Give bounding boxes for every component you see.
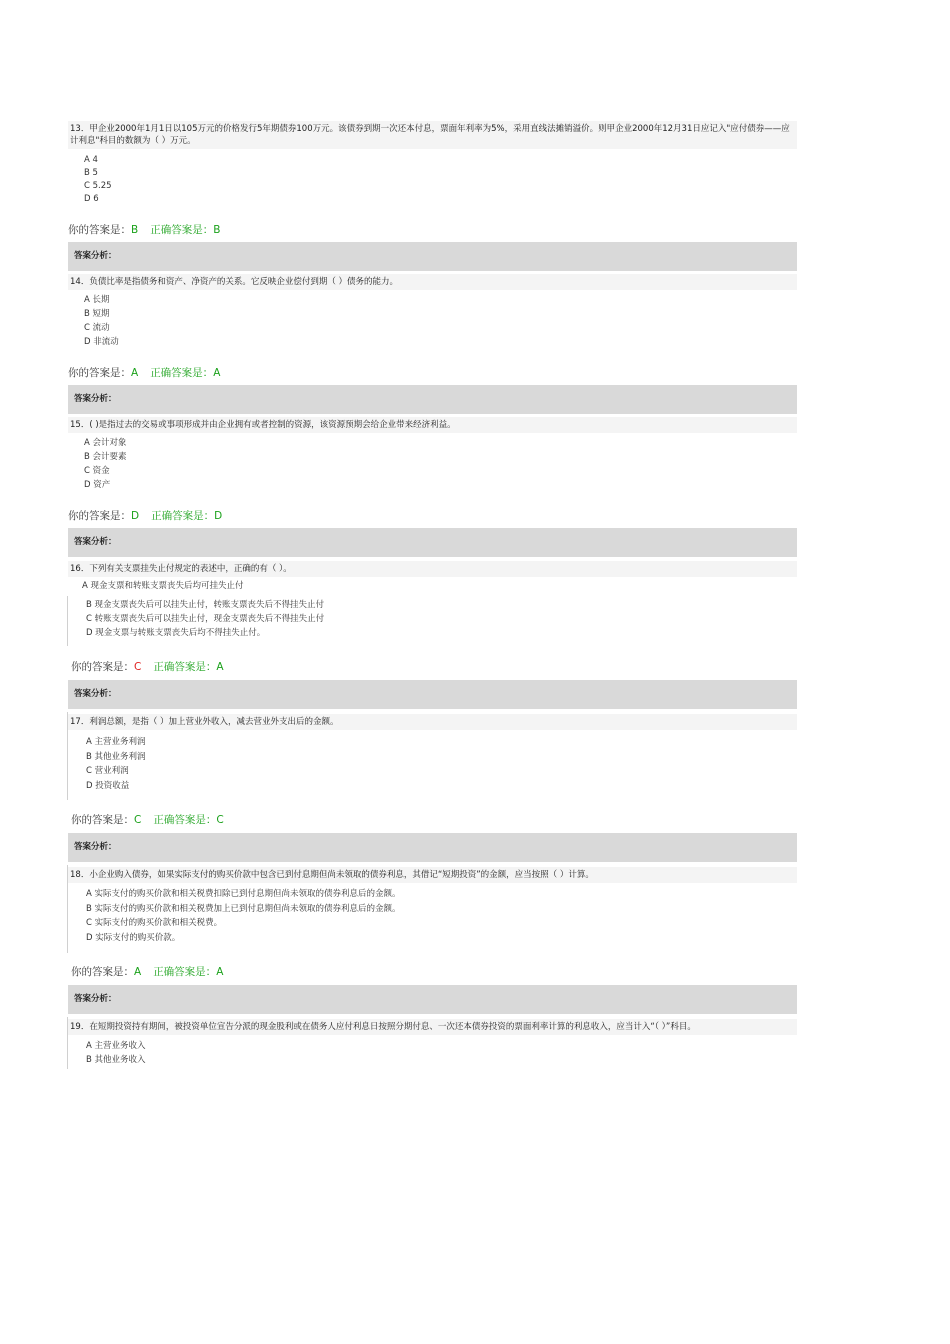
answer-line xyxy=(71,965,223,979)
your-answer-label: 你的答案是： xyxy=(71,966,134,978)
option: B 5 xyxy=(84,168,98,178)
answer-analysis-bar: 答案分析： xyxy=(68,985,797,1014)
option: A 现金支票和转账支票丧失后均可挂失止付 xyxy=(82,581,244,591)
correct-answer-label: 正确答案是： xyxy=(153,966,217,978)
option: C 流动 xyxy=(84,323,110,333)
answer-line xyxy=(68,366,220,380)
answer-line xyxy=(71,660,224,674)
correct-answer-value: C xyxy=(216,814,224,826)
your-answer-label: 你的答案是： xyxy=(71,661,134,673)
question-text: 14．负债比率是指债务和资产、净资产的关系。它反映企业偿付到期（ ）债务的能力。 xyxy=(68,274,797,290)
correct-answer-label: 正确答案是： xyxy=(153,814,217,826)
your-answer-label: 你的答案是： xyxy=(71,814,134,826)
your-answer-label: 你的答案是： xyxy=(68,367,131,379)
answer-analysis-bar: 答案分析： xyxy=(68,680,797,709)
option: D 非流动 xyxy=(84,337,119,347)
option: D 投资收益 xyxy=(86,781,130,791)
answer-line xyxy=(68,509,222,523)
option: C 营业利润 xyxy=(86,766,129,776)
answer-analysis-bar: 答案分析： xyxy=(68,385,797,414)
option: B 其他业务收入 xyxy=(86,1055,146,1065)
option: D 资产 xyxy=(84,480,111,490)
question-text: 16．下列有关支票挂失止付规定的表述中，正确的有（ ）。 xyxy=(68,561,797,577)
answer-line xyxy=(71,813,224,827)
your-answer-value: D xyxy=(131,510,140,522)
question-text: 13．甲企业2000年1月1日以105万元的价格发行5年期债券100万元。该债券到期一次还本付息，票面年利率为5%，采用直线法摊销溢价。则甲企业2000年12月31日应记入"应付债券——应计利息"科目的数额为（ ）万元。 xyxy=(68,121,797,149)
correct-answer-value: A xyxy=(213,367,221,379)
option: D 现金支票与转账支票丧失后均不得挂失止付。 xyxy=(86,628,266,638)
your-answer-value: A xyxy=(134,966,142,978)
option: C 5.25 xyxy=(84,181,112,191)
question-text: 17．利润总额，是指（ ）加上营业外收入，减去营业外支出后的金额。 xyxy=(68,714,797,730)
correct-answer-label: 正确答案是： xyxy=(150,224,214,236)
option: B 其他业务利润 xyxy=(86,752,146,762)
correct-answer-value: D xyxy=(214,510,223,522)
correct-answer-value: A xyxy=(216,661,224,673)
your-answer-value: C xyxy=(134,661,142,673)
your-answer-label: 你的答案是： xyxy=(68,224,131,236)
option: B 实际支付的购买价款和相关税费加上已到付息期但尚未领取的债券利息后的金额。 xyxy=(86,904,401,914)
question-text: 18．小企业购入债券，如果实际支付的购买价款中包含已到付息期但尚未领取的债券利息，其借记“短期投资”的金额，应当按照（ ）计算。 xyxy=(68,867,797,883)
your-answer-value: C xyxy=(134,814,142,826)
option: A 长期 xyxy=(84,295,110,305)
option: C 实际支付的购买价款和相关税费。 xyxy=(86,918,223,928)
question-text: 19．在短期投资持有期间，被投资单位宣告分派的现金股利或在债务人应付利息日按照分期付息、一次还本债券投资的票面利率计算的利息收入，应当计入“（ ）”科目。 xyxy=(68,1019,797,1035)
option: B 短期 xyxy=(84,309,110,319)
option: A 实际支付的购买价款和相关税费扣除已到付息期但尚未领取的债券利息后的金额。 xyxy=(86,889,401,899)
answer-analysis-bar: 答案分析： xyxy=(68,833,797,862)
option: C 转账支票丧失后可以挂失止付，现金支票丧失后不得挂失止付 xyxy=(86,614,325,624)
option: A 4 xyxy=(84,155,98,165)
divider xyxy=(67,596,68,646)
option: C 资金 xyxy=(84,466,110,476)
question-text: 15．( )是指过去的交易或事项形成并由企业拥有或者控制的资源，该资源预期会给企业带来经济利益。 xyxy=(68,417,797,433)
your-answer-label: 你的答案是： xyxy=(68,510,131,522)
correct-answer-label: 正确答案是： xyxy=(150,367,214,379)
correct-answer-label: 正确答案是： xyxy=(153,661,217,673)
correct-answer-label: 正确答案是： xyxy=(151,510,215,522)
option: A 会计对象 xyxy=(84,438,127,448)
your-answer-value: B xyxy=(131,224,139,236)
option: A 主营业务利润 xyxy=(86,737,146,747)
option: D 实际支付的购买价款。 xyxy=(86,933,181,943)
option: D 6 xyxy=(84,194,99,204)
answer-analysis-bar: 答案分析： xyxy=(68,242,797,271)
your-answer-value: A xyxy=(131,367,139,379)
option: B 会计要素 xyxy=(84,452,127,462)
answer-line xyxy=(68,223,220,237)
correct-answer-value: A xyxy=(216,966,224,978)
option: B 现金支票丧失后可以挂失止付，转账支票丧失后不得挂失止付 xyxy=(86,600,325,610)
option: A 主营业务收入 xyxy=(86,1041,146,1051)
answer-analysis-bar: 答案分析： xyxy=(68,528,797,557)
correct-answer-value: B xyxy=(213,224,221,236)
